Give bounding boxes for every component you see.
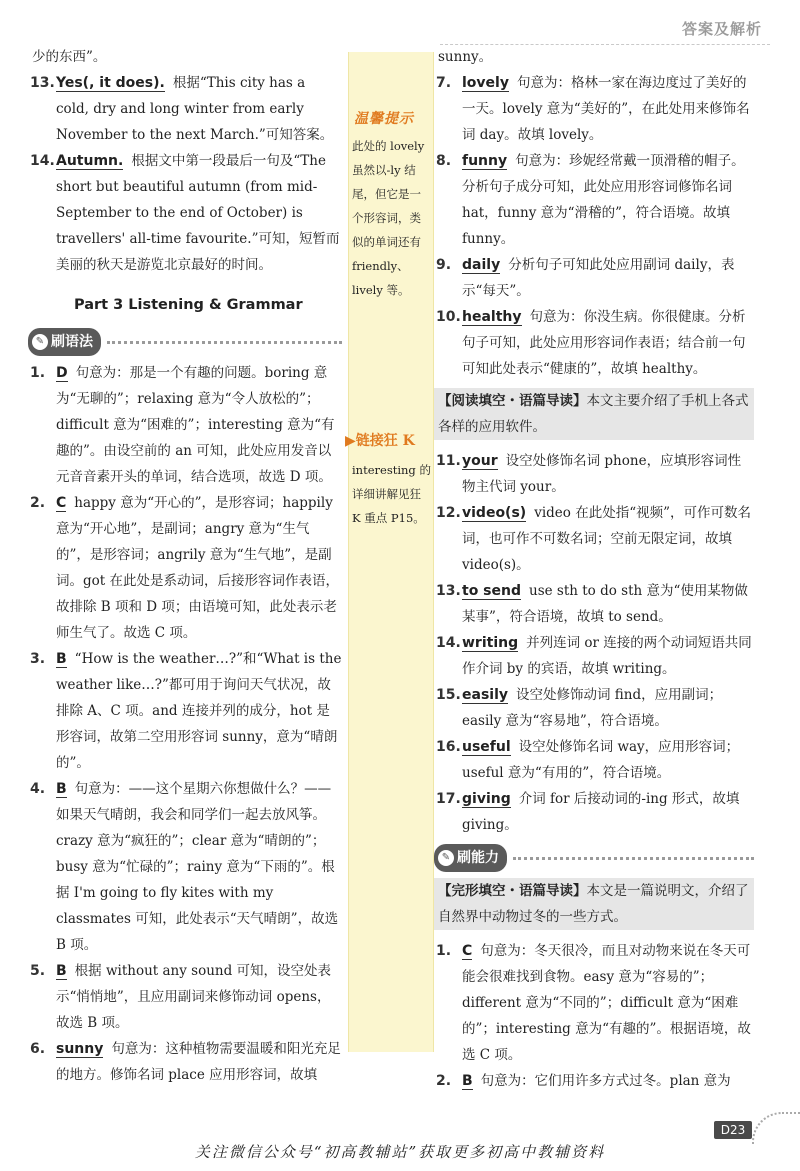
- list-item: [32, 148, 342, 278]
- item-text: 句意为：那是一个有趣的问题。boring 意为“无聊的”；relaxing 意为“令人放松的”；difficult 意为“困难的”；interesting 意为“有趣的”。由设空前的 an 可知，此处应用发音以元音音素开头的单词，结合选项，故选 D 项。: [56, 365, 335, 485]
- item-text: 设空处修饰名词 way，应用形容词；useful 意为“有用的”，符合语境。: [462, 739, 740, 781]
- item-text: 句意为：它们用许多方式过冬。plan 意为: [480, 1073, 731, 1089]
- item-number: 2.: [436, 1073, 452, 1089]
- list-item: [438, 448, 754, 500]
- tip-title: 温馨提示: [354, 111, 414, 127]
- list-item: [32, 360, 342, 490]
- item-answer: lovely: [462, 75, 509, 91]
- list-item: [438, 252, 754, 304]
- item-answer: B: [462, 1073, 473, 1089]
- item-number: 11.: [436, 453, 461, 469]
- item-text: 分析句子可知此处应用副词 daily，表示“每天”。: [462, 257, 735, 299]
- item-number: 13.: [436, 583, 461, 599]
- item-number: 17.: [436, 791, 461, 807]
- continuation-text: sunny。: [438, 49, 493, 65]
- section-badge-label: 刷能力: [457, 850, 499, 866]
- item-answer: Autumn.: [56, 153, 124, 169]
- section-badge: [434, 844, 507, 872]
- item-answer: healthy: [462, 309, 522, 325]
- item-text: 介词 for 后接动词的-ing 形式，故填 giving。: [462, 791, 740, 833]
- guide-label: 【阅读填空・语篇导读】: [438, 393, 587, 409]
- dotted-divider: [107, 341, 342, 344]
- item-answer: your: [462, 453, 498, 469]
- item-number: 3.: [30, 651, 46, 667]
- list-item: [32, 958, 342, 1036]
- list-item: [438, 500, 754, 578]
- item-number: 16.: [436, 739, 461, 755]
- item-text: 句意为：格林一家在海边度过了美好的一天。lovely 意为“美好的”，在此处用来修饰名词 day。故填 lovely。: [462, 75, 750, 143]
- item-text: 并列连词 or 连接的两个动词短语共同作介词 by 的宾语，故填 writing。: [462, 635, 752, 677]
- item-answer: to send: [462, 583, 522, 599]
- item-answer: B: [56, 651, 67, 667]
- cloze-guide: [434, 878, 754, 930]
- list-item: [32, 646, 342, 776]
- item-answer: D: [56, 365, 68, 381]
- continuation-text: 少的东西”。: [32, 49, 107, 65]
- list-item: [438, 938, 754, 1068]
- item-text: video 在此处指“视频”，可作可数名词，也可作不可数名词；空前无限定词，故填 video(s)。: [462, 505, 752, 573]
- item-text: 句意为：珍妮经常戴一顶滑稽的帽子。分析句子成分可知，此处应用形容词修饰名词 hat，funny 意为“滑稽的”，符合语境。故填 funny。: [462, 153, 745, 247]
- item-text: use sth to do sth 意为“使用某物做某事”，符合语境，故填 to send。: [462, 583, 748, 625]
- page-header-title: 答案及解析: [681, 20, 762, 38]
- link-title: [345, 430, 415, 450]
- item-text: “How is the weather…?”和“What is the weather like…?”都可用于询问天气状况，故排除 A、C 项。and 连接并列的成分，hot 是形容词，故第二空用形容词 sunny，意为“晴朗的”。: [56, 651, 342, 771]
- list-item: [438, 786, 754, 838]
- item-answer: sunny: [56, 1041, 104, 1057]
- item-text: 根据“This city has a cold, dry and long winter from early November to the next March.”可知答案。: [56, 75, 334, 143]
- item-text: happy 意为“开心的”，是形容词；happily 意为“开心地”，是副词；angry 意为“生气的”，是形容词；angrily 意为“生气地”，是副词。got 在此处是系动词，后接形容词作表语，故排除 B 项和 D 项；由语境可知，此处表示老师生气了。故选 C 项。: [56, 495, 339, 641]
- section-header: [28, 328, 342, 356]
- arrow-icon: ▶: [345, 433, 356, 449]
- item-answer: useful: [462, 739, 511, 755]
- footer-note: 关注微信公众号“初高教辅站”获取更多初高中教辅资料: [194, 1143, 606, 1161]
- item-number: 1.: [436, 943, 452, 959]
- guide-label: 【完形填空・语篇导读】: [438, 883, 587, 899]
- item-text: 句意为：冬天很冷，而且对动物来说在冬天可能会很难找到食物。easy 意为“容易的”；different 意为“不同的”；difficult 意为“困难的”；interesting 意为“有趣的”。根据语境，故选 C 项。: [462, 943, 751, 1063]
- right-column: [438, 44, 754, 1094]
- item-text: 设空处修饰动词 find，应用副词；easily 意为“容易地”，符合语境。: [462, 687, 723, 729]
- list-item: [438, 304, 754, 382]
- list-item: [32, 490, 342, 646]
- part-title: Part 3 Listening & Grammar: [74, 297, 303, 313]
- item-answer: B: [56, 781, 67, 797]
- list-item: [32, 776, 342, 958]
- list-item: [32, 70, 342, 148]
- section-header: [434, 844, 754, 872]
- item-number: 8.: [436, 153, 452, 169]
- list-item: [438, 630, 754, 682]
- item-number: 7.: [436, 75, 452, 91]
- guide-text: 本文是一篇说明文，介绍了自然界中动物过冬的一些方式。: [438, 883, 749, 925]
- item-number: 10.: [436, 309, 461, 325]
- book-icon: ✎: [438, 850, 454, 866]
- item-answer: funny: [462, 153, 508, 169]
- list-item: [438, 734, 754, 786]
- list-item: [32, 1036, 342, 1088]
- item-number: 6.: [30, 1041, 46, 1057]
- left-column: [32, 44, 342, 1088]
- list-item: [438, 578, 754, 630]
- list-item: [438, 682, 754, 734]
- item-text: 句意为：你没生病。你很健康。分析句子可知，此处应用形容词作表语；结合前一句可知此处表示“健康的”，故填 healthy。: [462, 309, 746, 377]
- item-number: 4.: [30, 781, 46, 797]
- item-answer: Yes(, it does).: [56, 75, 165, 91]
- corner-ornament: [752, 1112, 800, 1144]
- dotted-divider: [513, 857, 754, 860]
- page-number: D23: [714, 1121, 752, 1139]
- book-icon: ✎: [32, 334, 48, 350]
- item-number: 14.: [436, 635, 461, 651]
- item-number: 14.: [30, 153, 55, 169]
- item-answer: easily: [462, 687, 508, 703]
- item-number: 2.: [30, 495, 46, 511]
- item-answer: video(s): [462, 505, 527, 521]
- item-answer: writing: [462, 635, 519, 651]
- item-answer: giving: [462, 791, 511, 807]
- list-item: [438, 1068, 754, 1094]
- link-title-text: 链接狂 K: [355, 433, 415, 449]
- item-answer: daily: [462, 257, 501, 273]
- item-answer: B: [56, 963, 67, 979]
- link-text: interesting 的详细讲解见狂 K 重点 P15。: [352, 463, 431, 525]
- item-text: 设空处修饰名词 phone，应填形容词性物主代词 your。: [462, 453, 742, 495]
- item-number: 5.: [30, 963, 46, 979]
- item-answer: C: [56, 495, 67, 511]
- item-text: 根据文中第一段最后一句及“The short but beautiful autumn (from mid-September to the end of October) is travellers' all-time favourite.”可知，短暂而美丽的秋天是游览北京最好的时间。: [56, 153, 340, 273]
- item-number: 12.: [436, 505, 461, 521]
- section-badge-label: 刷语法: [51, 334, 93, 350]
- item-text: 句意为：——这个星期六你想做什么？——如果天气晴朗，我会和同学们一起去放风筝。crazy 意为“疯狂的”；clear 意为“晴朗的”；busy 意为“忙碌的”；rainy 意为“下雨的”。根据 I'm going to fly kites with my classmates 可知，此处表示“天气晴朗”，故选 B 项。: [56, 781, 339, 953]
- item-number: 15.: [436, 687, 461, 703]
- item-number: 1.: [30, 365, 46, 381]
- section-badge: [28, 328, 101, 356]
- item-text: 句意为：这种植物需要温暖和阳光充足的地方。修饰名词 place 应用形容词，故填: [56, 1041, 341, 1083]
- item-text: 根据 without any sound 可知，设空处表示“悄悄地”，且应用副词来修饰动词 opens，故选 B 项。: [56, 963, 332, 1031]
- list-item: [438, 148, 754, 252]
- reading-guide: [434, 388, 754, 440]
- guide-text: 本文主要介绍了手机上各式各样的应用软件。: [438, 393, 749, 435]
- tip-text: 此处的 lovely 虽然以-ly 结尾，但它是一个形容词，类似的单词还有 friendly、lively 等。: [352, 139, 425, 297]
- item-number: 9.: [436, 257, 452, 273]
- list-item: [438, 70, 754, 148]
- item-number: 13.: [30, 75, 55, 91]
- item-answer: C: [462, 943, 473, 959]
